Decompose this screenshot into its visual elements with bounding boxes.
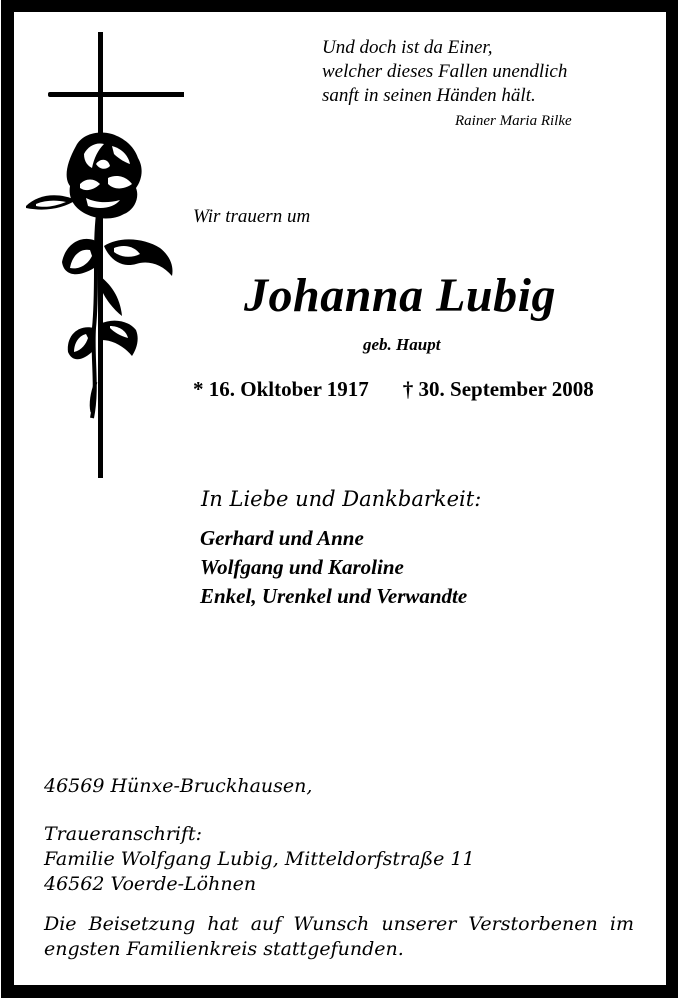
quote-line: welcher dieses Fallen unendlich — [322, 61, 568, 82]
quote-author: Rainer Maria Rilke — [455, 113, 572, 129]
funeral-note-line: Die Beisetzung hat auf Wunsch unserer Verstorbenen im — [44, 913, 634, 935]
mourning-address-label: Traueranschrift: — [44, 823, 203, 845]
thanks-line: In Liebe und Dankbarkeit: — [201, 487, 482, 511]
life-dates — [193, 377, 594, 402]
mourner-entry: Gerhard und Anne — [200, 526, 364, 550]
mourning-address-line: Familie Wolfgang Lubig, Mitteldorfstraße 11 — [44, 848, 475, 870]
mourning-address — [44, 822, 475, 897]
mourner-entry: Wolfgang und Karoline — [200, 555, 404, 579]
quote-line: sanft in seinen Händen hält. — [322, 85, 536, 106]
place-line: 46569 Hünxe-Bruckhausen, — [44, 775, 313, 797]
cross-with-rose-icon — [24, 28, 184, 480]
mourner-entry: Enkel, Urenkel und Verwandte — [200, 584, 468, 608]
mourning-address-line: 46562 Voerde-Löhnen — [44, 873, 257, 895]
intro-text: Wir trauern um — [193, 206, 311, 227]
maiden-name: geb. Haupt — [363, 335, 441, 354]
funeral-note-line: engsten Familienkreis stattgefunden. — [44, 938, 404, 960]
death-date: † 30. September 2008 — [402, 377, 594, 401]
mourners-list — [200, 524, 467, 611]
quote-line: Und doch ist da Einer, — [322, 37, 493, 58]
rilke-quote — [322, 36, 567, 108]
funeral-note — [44, 912, 634, 962]
birth-date: * 16. Okltober 1917 — [193, 377, 369, 401]
deceased-name: Johanna Lubig — [244, 269, 556, 322]
